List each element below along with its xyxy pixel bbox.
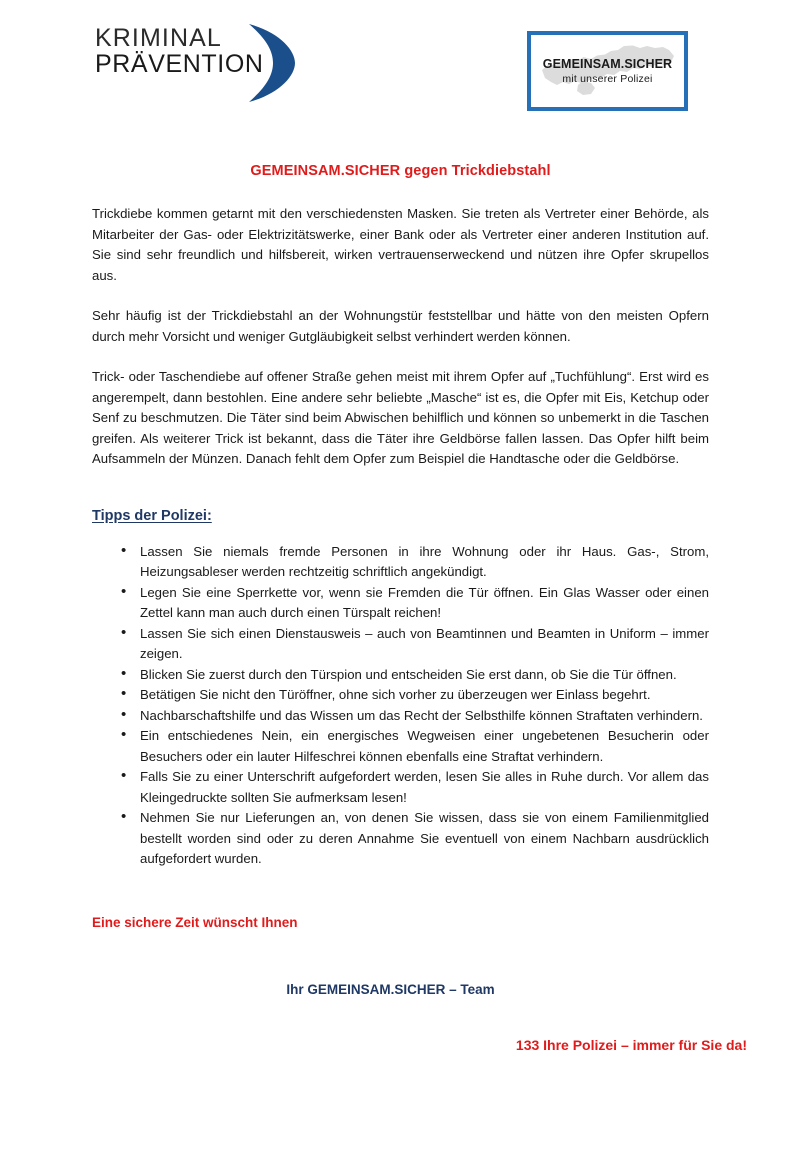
page-title: GEMEINSAM.SICHER gegen Trickdiebstahl	[250, 163, 551, 179]
list-item: • Nehmen Sie nur Lieferungen an, von denen Sie wissen, dass sie von einem Familienmitglied bestellt worden sind oder zu deren Annahme Sie eventuell von einem Nachbarn ausdrücklich aufgefordert wurden.	[92, 808, 709, 870]
gemeinsam-sicher-logo-labels	[531, 35, 684, 107]
list-item: • Lassen Sie sich einen Dienstausweis – auch von Beamtinnen und Beamten in Uniform – immer zeigen.	[92, 624, 709, 665]
closing-emergency-number: 133 Ihre Polizei – immer für Sie da!	[515, 1037, 747, 1053]
intro-paragraph-1: Trickdiebe kommen getarnt mit den verschiedensten Masken. Sie treten als Vertreter einer Behörde, als Mitarbeiter der Gas- oder Elektrizitätswerke, einer Bank oder als Vertreter einer anderen Institution auf. Sie sind sehr freundlich und hilfsbereit, wirken vertrauenserweckend und nützen ihre Opfer skrupellos aus.	[92, 206, 709, 283]
crescent-arc-icon	[243, 22, 301, 104]
list-item: • Ein entschiedenes Nein, ein energisches Wegweisen einer ungebetenen Besucherin oder Besuchers oder ein lauter Hilfeschrei können ebenfalls eine Straftat verhindern.	[92, 726, 709, 767]
closing-section	[92, 915, 747, 1053]
kriminalpraevention-logo	[95, 18, 295, 110]
intro-paragraph-3: Trick- oder Taschendiebe auf offener Straße gehen meist mit ihrem Opfer auf „Tuchfühlung“. Erst wird es angerempelt, dann bestohlen. Eine andere sehr beliebte „Masche“ ist es, die Opfer mit Eis, Ketchup oder Senf zu beschmutzen. Die Täter sind beim Abwischen behilflich und können so unbemerkt in die Taschen greifen. Als weiterer Trick ist bekannt, dass die Täter ihre Geldbörse fallen lassen. Das Opfer hilft beim Aufsammeln der Münzen. Danach fehlt dem Opfer zum Beispiel die Handtasche oder die Geldbörse.	[92, 369, 709, 466]
list-item: • Legen Sie eine Sperrkette vor, wenn sie Fremden die Tür öffnen. Ein Glas Wasser oder einen Zettel kann man auch durch einen Türspalt reichen!	[92, 583, 709, 624]
gemeinsam-sicher-logo	[527, 31, 688, 111]
intro-paragraph-2: Sehr häufig ist der Trickdiebstahl an der Wohnungstür feststellbar und hätte von den meisten Opfern durch mehr Vorsicht und weniger Gutgläubigkeit selbst verhindert werden können.	[92, 308, 709, 344]
gemeinsam-sicher-logo-subtitle: mit unserer Polizei	[562, 73, 653, 85]
document-header	[0, 0, 800, 130]
kriminalpraevention-logo-text	[95, 26, 264, 77]
kriminalpraevention-logo-line2: PRÄVENTION	[95, 49, 264, 78]
list-item: • Falls Sie zu einer Unterschrift aufgefordert werden, lesen Sie alles in Ruhe durch. Vor allem das Kleingedruckte sollten Sie aufmerksam lesen!	[92, 767, 709, 808]
document-body	[92, 163, 709, 870]
gemeinsam-sicher-logo-title: GEMEINSAM.SICHER	[542, 57, 673, 71]
list-item: • Nachbarschaftshilfe und das Wissen um das Recht der Selbsthilfe können Straftaten verhindern.	[92, 706, 709, 727]
closing-team-signature: Ihr GEMEINSAM.SICHER – Team	[286, 982, 495, 997]
closing-greeting: Eine sichere Zeit wünscht Ihnen	[92, 915, 298, 930]
kriminalpraevention-logo-line1: KRIMINAL	[95, 24, 222, 52]
list-item: • Blicken Sie zuerst durch den Türspion und entscheiden Sie erst dann, ob Sie die Tür öffnen.	[92, 665, 709, 686]
tips-list	[92, 542, 709, 870]
list-item: • Betätigen Sie nicht den Türöffner, ohne sich vorher zu überzeugen wer Einlass begehrt.	[92, 685, 709, 706]
list-item: • Lassen Sie niemals fremde Personen in ihre Wohnung oder ihr Haus. Gas-, Strom, Heizungsableser werden rechtzeitig schriftlich angekündigt.	[92, 542, 709, 583]
tips-section-heading: Tipps der Polizei:	[92, 507, 212, 524]
